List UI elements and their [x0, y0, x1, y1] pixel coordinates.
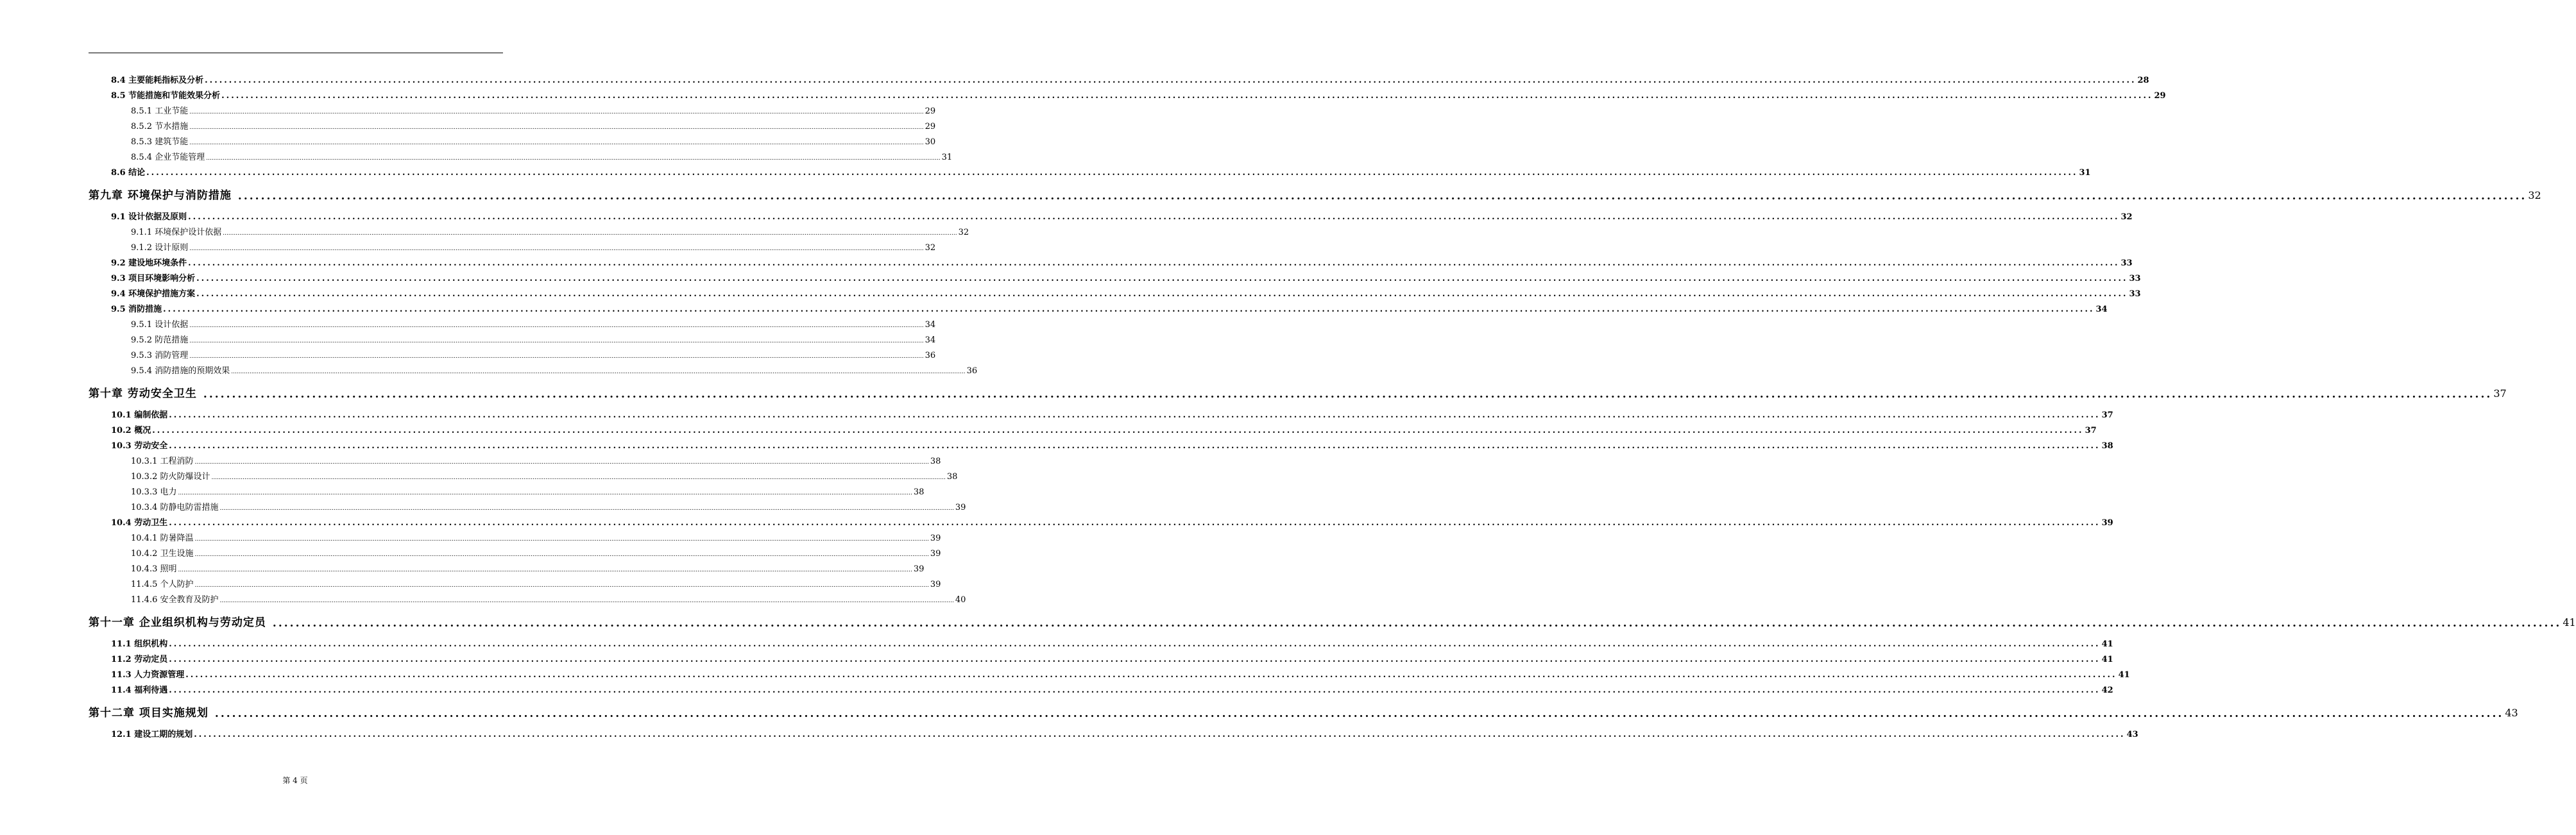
toc-entry-page: 37: [2493, 387, 2507, 400]
toc-section-entry[interactable]: [89, 285, 2141, 301]
toc-entry-title: 8.5 节能措施和节能效果分析: [111, 91, 221, 101]
toc-leader-dots: ................................................................................................................................................................................................................................................................................................................................................................................................................: [231, 369, 966, 375]
toc-entry-title: 9.5.2 防范措施: [131, 335, 189, 345]
toc-entry-page: 40: [955, 595, 966, 605]
toc-entry-page: 32: [925, 243, 936, 253]
toc-entry-page: 30: [925, 137, 936, 147]
toc-section-entry[interactable]: [89, 666, 2130, 682]
toc-entry-page: 36: [966, 366, 978, 376]
toc-subsection-entry[interactable]: [89, 239, 936, 255]
toc-leader-dots: ................................................................................................................................................................................................................................................................................................................................................................................................................: [206, 155, 941, 162]
toc-entry-page: 37: [2085, 426, 2097, 435]
toc-subsection-entry[interactable]: [89, 118, 936, 133]
toc-entry-title: 11.4.6 安全教育及防护: [131, 595, 219, 605]
toc-chapter-entry[interactable]: [89, 185, 2541, 204]
toc-entry-page: 29: [925, 122, 936, 131]
toc-subsection-entry[interactable]: [89, 545, 941, 561]
toc-entry-title: 10.3.2 防火防爆设计: [131, 472, 210, 482]
toc-leader-dots: ................................................................................................................................................................................................................................................................................................................................................................................................................: [169, 639, 2101, 649]
toc-leader-dots: ................................................................................................................................................................................................................................................................................................................................................................................................................: [152, 426, 2084, 435]
toc-entry-page: 32: [2120, 212, 2133, 222]
toc-subsection-entry[interactable]: [89, 499, 966, 514]
toc-section-entry[interactable]: [89, 636, 2113, 651]
toc-subsection-entry[interactable]: [89, 103, 936, 118]
toc-leader-dots: ................................................................................................................................................................................................................................................................................................................................................................................................................: [196, 289, 2128, 299]
toc-entry-title: 9.5 消防措施: [111, 305, 162, 314]
toc-subsection-entry[interactable]: [89, 347, 936, 362]
toc-entry-title: 11.3 人力资源管理: [111, 670, 185, 680]
toc-section-entry[interactable]: [89, 682, 2113, 697]
toc-entry-page: 28: [2137, 76, 2149, 85]
toc-leader-dots: ................................................................................................................................................................................................................................................................................................................................................................................................................: [178, 567, 912, 573]
toc-entry-page: 43: [2505, 707, 2518, 719]
toc-entry-title: 10.1 编制依据: [111, 410, 168, 420]
toc-entry-title: 10.4.3 照明: [131, 564, 177, 574]
toc-entry-title: 9.1.1 环境保护设计依据: [131, 228, 222, 237]
toc-section-entry[interactable]: [89, 301, 2108, 316]
toc-leader-dots: ................................................................................................................................................................................................................................................................................................................................................................................................................: [163, 305, 2095, 314]
toc-entry-title: 8.5.4 企业节能管理: [131, 153, 205, 162]
toc-entry-page: 38: [2101, 441, 2113, 451]
toc-subsection-entry[interactable]: [89, 576, 941, 591]
toc-entry-title: 8.6 结论: [111, 168, 146, 178]
toc-leader-dots: ................................................................................................................................................................................................................................................................................................................................................................................................................: [194, 582, 929, 589]
toc-chapter-entry[interactable]: [89, 703, 2518, 721]
toc-entry-title: 10.2 概况: [111, 426, 151, 435]
toc-leader-dots: ................................................................................................................................................................................................................................................................................................................................................................................................................: [194, 536, 929, 543]
toc-entry-title: 9.2 建设地环境条件: [111, 258, 187, 268]
toc-leader-dots: ................................................................................................................................................................................................................................................................................................................................................................................................................: [188, 258, 2120, 268]
toc-entry-title: 第九章 环境保护与消防措施: [89, 189, 232, 202]
toc-entry-page: 41: [2101, 639, 2113, 649]
toc-entry-title: 第十章 劳动安全卫生: [89, 387, 197, 400]
toc-leader-dots: ................................................................................................................................................................................................................................................................................................................................................................................................................: [205, 76, 2137, 85]
toc-entry-page: 39: [913, 564, 925, 574]
toc-entry-title: 9.1.2 设计原则: [131, 243, 189, 253]
toc-entry-page: 41: [2563, 616, 2576, 628]
toc-subsection-entry[interactable]: [89, 316, 936, 332]
toc-leader-dots: ................................................................................................................................................................................................................................................................................................................................................................................................................: [196, 274, 2128, 283]
toc-section-entry[interactable]: [89, 437, 2113, 453]
toc-entry-title: 10.3 劳动安全: [111, 441, 168, 451]
toc-entry-page: 39: [955, 503, 966, 512]
toc-subsection-entry[interactable]: [89, 453, 941, 468]
toc-entry-page: 32: [958, 228, 969, 237]
toc-entry-page: 42: [2101, 686, 2113, 695]
toc-entry-page: 31: [941, 153, 953, 162]
toc-entry-page: 34: [925, 335, 936, 345]
toc-entry-page: 29: [925, 106, 936, 116]
toc-entry-title: 9.5.3 消防管理: [131, 351, 189, 360]
toc-leader-dots: ................................................................................................................................................................................................................................................................................................................................................................................................................: [185, 670, 2117, 680]
toc-entry-title: 10.4.1 防暑降温: [131, 534, 194, 543]
toc-leader-dots: ................................................................................................................................................................................................................................................................................................................................................................................................................: [169, 518, 2101, 528]
toc-entry-title: 10.4 劳动卫生: [111, 518, 168, 528]
toc-entry-title: 10.4.2 卫生设施: [131, 549, 194, 559]
toc-section-entry[interactable]: [89, 87, 2166, 103]
toc-entry-title: 10.3.3 电力: [131, 487, 177, 497]
toc-entry-title: 8.4 主要能耗指标及分析: [111, 76, 204, 85]
toc-leader-dots: ................................................................................................................................................................................................................................................................................................................................................................................................................: [189, 124, 924, 131]
toc-entry-page: 38: [930, 457, 941, 466]
toc-chapter-entry[interactable]: [89, 612, 2576, 631]
toc-subsection-entry[interactable]: [89, 149, 953, 164]
toc-section-entry[interactable]: [89, 164, 2091, 180]
toc-entry-page: 33: [2129, 274, 2141, 283]
toc-entry-page: 34: [925, 320, 936, 330]
toc-leader-dots: ................................................................................................................................................................................................................................................................................................................................................................................................................: [214, 707, 2504, 720]
toc-leader-dots: ................................................................................................................................................................................................................................................................................................................................................................................................................: [219, 598, 954, 604]
toc-leader-dots: ................................................................................................................................................................................................................................................................................................................................................................................................................: [189, 323, 924, 329]
toc-subsection-entry[interactable]: [89, 224, 969, 239]
toc-subsection-entry[interactable]: [89, 133, 936, 149]
toc-entry-page: 38: [913, 487, 925, 497]
toc-section-entry[interactable]: [89, 422, 2097, 437]
toc-entry-title: 9.5.1 设计依据: [131, 320, 189, 330]
toc-entry-page: 34: [2095, 305, 2108, 314]
toc-entry-title: 第十一章 企业组织机构与劳动定员: [89, 616, 266, 629]
toc-entry-title: 11.1 组织机构: [111, 639, 168, 649]
table-of-contents: [89, 72, 2576, 741]
toc-leader-dots: ................................................................................................................................................................................................................................................................................................................................................................................................................: [194, 459, 929, 466]
toc-section-entry[interactable]: [89, 651, 2113, 666]
toc-subsection-entry[interactable]: [89, 561, 925, 576]
toc-entry-title: 11.4 福利待遇: [111, 686, 168, 695]
toc-entry-page: 41: [2101, 655, 2113, 664]
toc-leader-dots: ................................................................................................................................................................................................................................................................................................................................................................................................................: [178, 490, 912, 496]
toc-entry-title: 9.4 环境保护措施方案: [111, 289, 196, 299]
toc-entry-page: 31: [2079, 168, 2091, 178]
toc-entry-title: 8.5.1 工业节能: [131, 106, 189, 116]
toc-entry-page: 37: [2101, 410, 2113, 420]
toc-leader-dots: ................................................................................................................................................................................................................................................................................................................................................................................................................: [272, 617, 2562, 630]
toc-entry-page: 39: [930, 580, 941, 589]
toc-entry-page: 36: [925, 351, 936, 360]
toc-entry-title: 10.3.1 工程消防: [131, 457, 194, 466]
toc-leader-dots: ................................................................................................................................................................................................................................................................................................................................................................................................................: [169, 441, 2101, 451]
toc-leader-dots: ................................................................................................................................................................................................................................................................................................................................................................................................................: [189, 338, 924, 344]
toc-leader-dots: ................................................................................................................................................................................................................................................................................................................................................................................................................: [169, 410, 2101, 420]
toc-leader-dots: ................................................................................................................................................................................................................................................................................................................................................................................................................: [169, 655, 2101, 664]
toc-leader-dots: ................................................................................................................................................................................................................................................................................................................................................................................................................: [189, 353, 924, 360]
toc-entry-page: 32: [2528, 189, 2541, 201]
toc-entry-page: 33: [2129, 289, 2141, 299]
toc-entry-title: 9.3 项目环境影响分析: [111, 274, 196, 283]
toc-section-entry[interactable]: [89, 208, 2133, 224]
toc-leader-dots: ................................................................................................................................................................................................................................................................................................................................................................................................................: [189, 246, 924, 252]
toc-entry-title: 11.4.5 个人防护: [131, 580, 194, 589]
toc-leader-dots: ................................................................................................................................................................................................................................................................................................................................................................................................................: [223, 230, 957, 237]
toc-subsection-entry[interactable]: [89, 332, 936, 347]
toc-subsection-entry[interactable]: [89, 530, 941, 545]
toc-entry-title: 9.5.4 消防措施的预期效果: [131, 366, 230, 376]
toc-entry-title: 8.5.3 建筑节能: [131, 137, 189, 147]
toc-section-entry[interactable]: [89, 255, 2133, 270]
toc-entry-page: 39: [930, 549, 941, 559]
toc-entry-page: 29: [2154, 91, 2166, 101]
toc-section-entry[interactable]: [89, 726, 2138, 741]
toc-leader-dots: ................................................................................................................................................................................................................................................................................................................................................................................................................: [194, 730, 2126, 739]
toc-entry-title: 10.3.4 防静电防雷措施: [131, 503, 219, 512]
toc-leader-dots: ................................................................................................................................................................................................................................................................................................................................................................................................................: [194, 552, 929, 558]
toc-subsection-entry[interactable]: [89, 591, 966, 607]
toc-leader-dots: ................................................................................................................................................................................................................................................................................................................................................................................................................: [189, 140, 924, 146]
toc-leader-dots: ................................................................................................................................................................................................................................................................................................................................................................................................................: [221, 91, 2153, 101]
toc-entry-page: 39: [930, 534, 941, 543]
toc-entry-title: 第十二章 项目实施规划: [89, 707, 209, 720]
toc-leader-dots: ................................................................................................................................................................................................................................................................................................................................................................................................................: [146, 168, 2078, 178]
toc-section-entry[interactable]: [89, 72, 2149, 87]
toc-subsection-entry[interactable]: [89, 484, 925, 499]
toc-entry-title: 9.1 设计依据及原则: [111, 212, 187, 222]
toc-section-entry[interactable]: [89, 407, 2113, 422]
toc-entry-title: 8.5.2 节水措施: [131, 122, 189, 131]
toc-leader-dots: ................................................................................................................................................................................................................................................................................................................................................................................................................: [237, 190, 2527, 203]
toc-leader-dots: ................................................................................................................................................................................................................................................................................................................................................................................................................: [188, 212, 2120, 222]
toc-leader-dots: ................................................................................................................................................................................................................................................................................................................................................................................................................: [203, 388, 2493, 401]
toc-subsection-entry[interactable]: [89, 468, 958, 484]
toc-entry-title: 11.2 劳动定员: [111, 655, 168, 664]
toc-entry-page: 33: [2120, 258, 2133, 268]
toc-leader-dots: ................................................................................................................................................................................................................................................................................................................................................................................................................: [219, 505, 954, 512]
toc-subsection-entry[interactable]: [89, 362, 978, 378]
toc-section-entry[interactable]: [89, 514, 2113, 530]
toc-leader-dots: ................................................................................................................................................................................................................................................................................................................................................................................................................: [189, 109, 924, 115]
toc-section-entry[interactable]: [89, 270, 2141, 285]
toc-entry-page: 41: [2118, 670, 2130, 680]
toc-entry-page: 38: [946, 472, 958, 482]
toc-entry-page: 39: [2101, 518, 2113, 528]
toc-leader-dots: ................................................................................................................................................................................................................................................................................................................................................................................................................: [169, 686, 2101, 695]
toc-entry-page: 43: [2126, 730, 2138, 739]
toc-entry-title: 12.1 建设工期的规划: [111, 730, 193, 739]
toc-chapter-entry[interactable]: [89, 384, 2507, 402]
toc-leader-dots: ................................................................................................................................................................................................................................................................................................................................................................................................................: [211, 475, 946, 481]
page-footer: 第 4 页: [282, 776, 308, 785]
